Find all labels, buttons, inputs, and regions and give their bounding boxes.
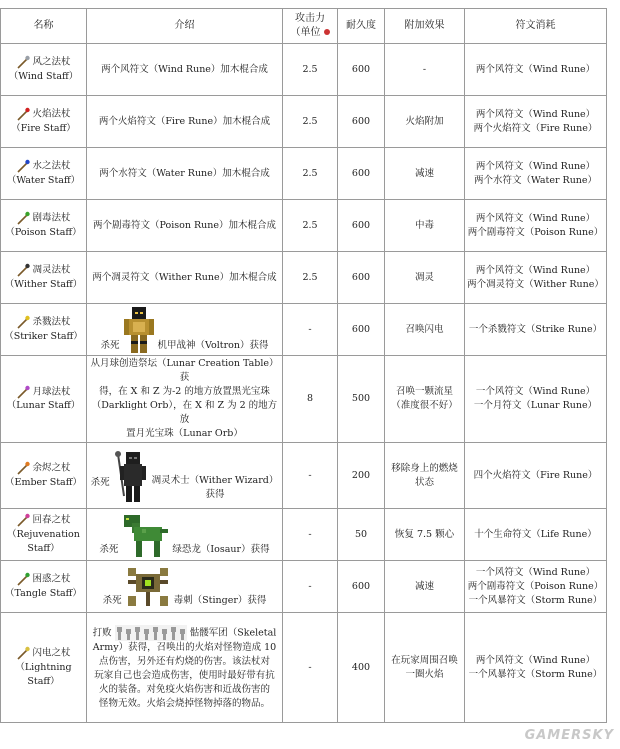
- wither-staff-icon: [16, 263, 30, 277]
- lunar-staff-icon: [16, 385, 30, 399]
- table-row: [1, 252, 607, 304]
- staff-effect-cell: 凋灵: [385, 252, 465, 304]
- table-row: [1, 443, 607, 509]
- staff-intro-cell: 两个水符文（Water Rune）加木棍合成: [87, 148, 283, 200]
- table-row: [1, 613, 607, 723]
- staff-effect-cell: 移除身上的燃烧 状态: [385, 443, 465, 509]
- staff-name-cell: 杀戮法杖 （Striker Staff）: [1, 304, 87, 356]
- table-row: [1, 148, 607, 200]
- staff-effect-cell: 召唤一颗流星 （准度很不好）: [385, 356, 465, 443]
- staff-cost-cell: 两个风符文（Wind Rune） 两个水符文（Water Rune）: [465, 148, 607, 200]
- staff-intro-cell: 杀死 绿恐龙（Iosaur）获得: [87, 509, 283, 561]
- staff-cost-cell: 两个风符文（Wind Rune） 两个火焰符文（Fire Rune）: [465, 96, 607, 148]
- staff-cost-cell: 一个杀戮符文（Strike Rune）: [465, 304, 607, 356]
- header-durability: 耐久度: [338, 9, 385, 44]
- staff-intro-cell: 打败 骷髅军团（Skeletal Army）获得，召唤出的火焰对怪物造成 10 点伤害，另外还有灼烧的伤害。该法杖对 玩家自己也会造成伤害，使用时最好带有抗 火的装备。对免疫火焰伤害和近战伤害的 怪物无效。火焰会烧掉怪物掉落的物品。: [87, 613, 283, 723]
- header-intro: 介绍: [87, 9, 283, 44]
- stinger-mob-image: [126, 566, 170, 608]
- staff-durability-cell: 200: [338, 443, 385, 509]
- staff-name-cell: 余烬之杖 （Ember Staff）: [1, 443, 87, 509]
- staff-attack-cell: 2.5: [283, 200, 338, 252]
- staff-cost-cell: 两个风符文（Wind Rune） 一个风暴符文（Storm Rune）: [465, 613, 607, 723]
- heart-icon: [324, 29, 330, 35]
- table-row: [1, 44, 607, 96]
- staff-attack-cell: 2.5: [283, 148, 338, 200]
- staff-intro-cell: 从月球创造祭坛（Lunar Creation Table）获 得，在 X 和 Z 为-2 的地方放置黑光宝珠 （Darklight Orb），在 X 和 Z 为 2 的地方放 置月光宝珠（Lunar Orb）: [87, 356, 283, 443]
- tangle-staff-icon: [16, 572, 30, 586]
- staff-cost-cell: 一个风符文（Wind Rune） 一个月符文（Lunar Rune）: [465, 356, 607, 443]
- staff-attack-cell: -: [283, 304, 338, 356]
- poison-staff-icon: [16, 211, 30, 225]
- staff-durability-cell: 400: [338, 613, 385, 723]
- staff-attack-cell: 2.5: [283, 44, 338, 96]
- staff-intro-cell: 两个剧毒符文（Poison Rune）加木棍合成: [87, 200, 283, 252]
- ember-staff-icon: [16, 461, 30, 475]
- rejuvenation-staff-icon: [16, 513, 30, 527]
- table-row: [1, 356, 607, 443]
- staff-name-cell: 闪电之杖 （Lightning Staff）: [1, 613, 87, 723]
- table-row: [1, 200, 607, 252]
- staff-effect-cell: -: [385, 44, 465, 96]
- staff-name-cell: 凋灵法杖 （Wither Staff）: [1, 252, 87, 304]
- staff-cost-cell: 十个生命符文（Life Rune）: [465, 509, 607, 561]
- staff-attack-cell: -: [283, 613, 338, 723]
- header-cost: 符文消耗: [465, 9, 607, 44]
- staff-attack-cell: 8: [283, 356, 338, 443]
- staff-durability-cell: 600: [338, 304, 385, 356]
- staff-cost-cell: 两个风符文（Wind Rune）: [465, 44, 607, 96]
- staff-intro-cell: 两个风符文（Wind Rune）加木棍合成: [87, 44, 283, 96]
- staff-attack-cell: 2.5: [283, 252, 338, 304]
- header-row: [1, 9, 607, 44]
- staff-attack-cell: -: [283, 561, 338, 613]
- staff-intro-cell: 两个火焰符文（Fire Rune）加木棍合成: [87, 96, 283, 148]
- staff-table: [0, 8, 607, 723]
- staff-name-cell: 回春之杖 （Rejuvenation Staff）: [1, 509, 87, 561]
- staff-name-cell: 火焰法杖 （Fire Staff）: [1, 96, 87, 148]
- staff-effect-cell: 召唤闪电: [385, 304, 465, 356]
- table-row: [1, 96, 607, 148]
- staff-effect-cell: 中毒: [385, 200, 465, 252]
- staff-name-cell: 剧毒法杖 （Poison Staff）: [1, 200, 87, 252]
- fire-staff-icon: [16, 107, 30, 121]
- staff-durability-cell: 600: [338, 148, 385, 200]
- staff-durability-cell: 600: [338, 252, 385, 304]
- lightning-staff-icon: [16, 646, 30, 660]
- staff-intro-cell: 杀死 机甲战神（Voltron）获得: [87, 304, 283, 356]
- staff-cost-cell: 两个风符文（Wind Rune） 两个剧毒符文（Poison Rune）: [465, 200, 607, 252]
- gamersky-watermark: GAMERSKY: [524, 728, 614, 743]
- header-effect: 附加效果: [385, 9, 465, 44]
- staff-effect-cell: 减速: [385, 148, 465, 200]
- staff-cost-cell: 四个火焰符文（Fire Rune）: [465, 443, 607, 509]
- iosaur-mob-image: [122, 513, 168, 557]
- staff-intro-cell: 杀死 凋灵术士（Wither Wizard） 获得: [87, 443, 283, 509]
- striker-staff-icon: [16, 315, 30, 329]
- staff-name-cell: 水之法杖 （Water Staff）: [1, 148, 87, 200]
- water-staff-icon: [16, 159, 30, 173]
- header-attack: 攻击力 （单位: [283, 9, 338, 44]
- wither-wizard-mob-image: [114, 450, 148, 502]
- voltron-mob-image: [124, 307, 154, 353]
- wind-staff-icon: [16, 55, 30, 69]
- staff-durability-cell: 600: [338, 561, 385, 613]
- staff-durability-cell: 50: [338, 509, 385, 561]
- staff-effect-cell: 在玩家周围召唤 一圈火焰: [385, 613, 465, 723]
- staff-name-cell: 月球法杖 （Lunar Staff）: [1, 356, 87, 443]
- header-name: 名称: [1, 9, 87, 44]
- staff-attack-cell: -: [283, 443, 338, 509]
- staff-effect-cell: 恢复 7.5 颗心: [385, 509, 465, 561]
- table-row: [1, 509, 607, 561]
- table-row: [1, 304, 607, 356]
- skeletal-army-image: [115, 625, 187, 641]
- staff-cost-cell: 两个风符文（Wind Rune） 两个凋灵符文（Wither Rune）: [465, 252, 607, 304]
- staff-attack-cell: -: [283, 509, 338, 561]
- staff-attack-cell: 2.5: [283, 96, 338, 148]
- staff-name-cell: 困惑之杖 （Tangle Staff）: [1, 561, 87, 613]
- staff-durability-cell: 600: [338, 200, 385, 252]
- staff-durability-cell: 600: [338, 44, 385, 96]
- staff-name-cell: 风之法杖 （Wind Staff）: [1, 44, 87, 96]
- staff-cost-cell: 一个风符文（Wind Rune） 两个剧毒符文（Poison Rune） 一个风暴符文（Storm Rune）: [465, 561, 607, 613]
- staff-intro-cell: 杀死 毒刺（Stinger）获得: [87, 561, 283, 613]
- staff-effect-cell: 减速: [385, 561, 465, 613]
- staff-durability-cell: 500: [338, 356, 385, 443]
- table-row: [1, 561, 607, 613]
- staff-durability-cell: 600: [338, 96, 385, 148]
- staff-intro-cell: 两个凋灵符文（Wither Rune）加木棍合成: [87, 252, 283, 304]
- staff-effect-cell: 火焰附加: [385, 96, 465, 148]
